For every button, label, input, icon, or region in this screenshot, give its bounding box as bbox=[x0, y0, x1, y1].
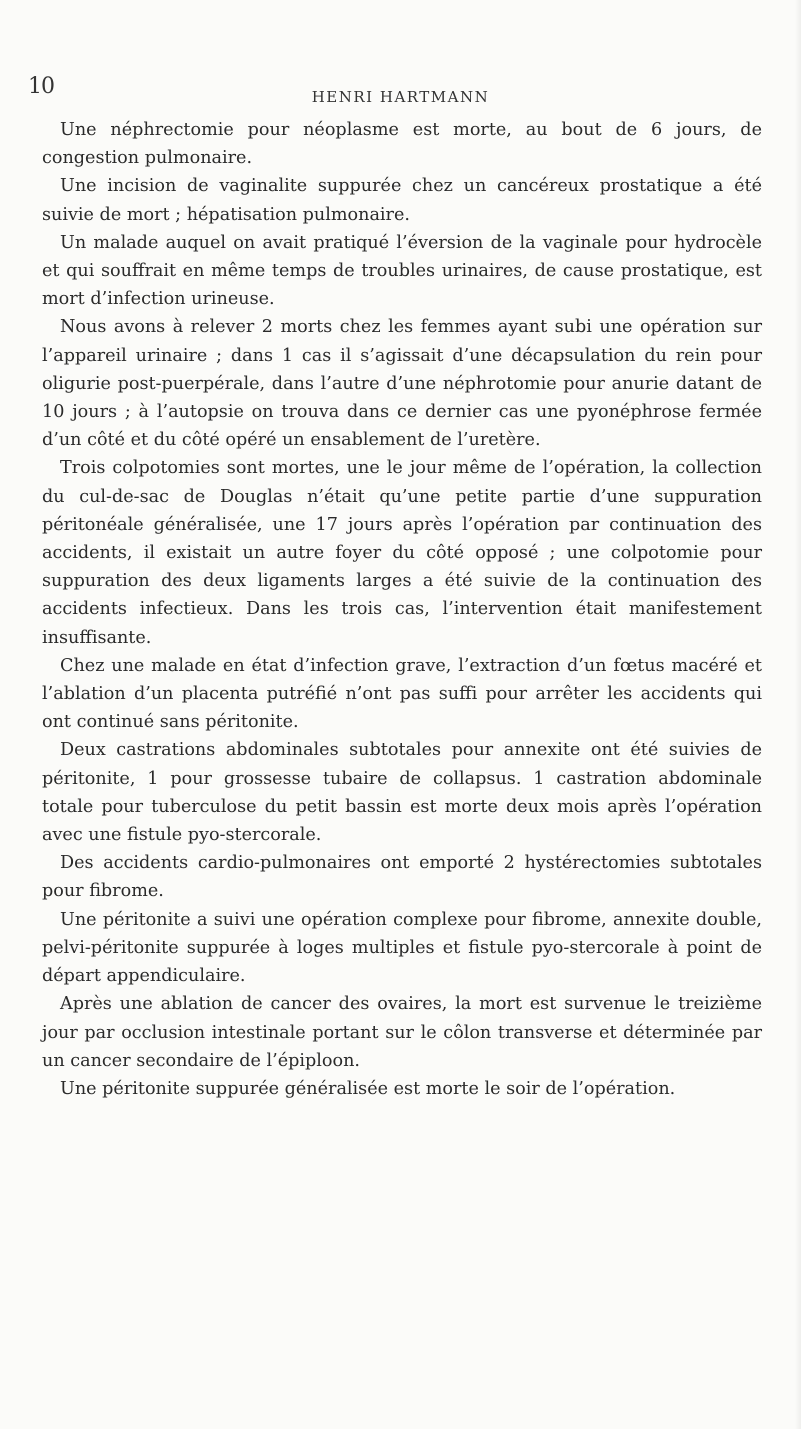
page-number: 10 bbox=[28, 74, 54, 99]
paragraph-appareil-urinaire: Nous avons à relever 2 morts chez les femmes ayant subi une opération sur l’appareil urinaire ; dans 1 cas il s’agissait d’une décapsulation du rein pour oligurie post-puerpérale, dans l’autre d’une néphrotomie pour anurie datant de 10 jours ; à l’autopsie on trouva dans ce dernier cas une pyonéphrose fermée d’un côté et du côté opéré un ensablement de l’uretère. bbox=[42, 317, 762, 451]
body-text bbox=[42, 116, 762, 1103]
paragraph-colpotomies: Trois colpotomies sont mortes, une le jour même de l’opération, la collection du cul-de-sac de Douglas n’était qu’une petite partie d’une suppuration péritonéale généralisée, une 17 jours après l’opération par continuation des accidents, il existait un autre foyer du côté opposé ; une colpotomie pour suppuration des deux ligaments larges a été suivie de la continuation des accidents infectieux. Dans les trois cas, l’intervention était manifestement insuffisante. bbox=[42, 458, 762, 648]
paragraph-eversion-vaginale: Un malade auquel on avait pratiqué l’éversion de la vaginale pour hydrocèle et qui souffrait en même temps de troubles urinaires, de cause prostatique, est mort d’infection urineuse. bbox=[42, 232, 762, 310]
paragraph-fibrome-annexite: Une péritonite a suivi une opération complexe pour fibrome, annexite double, pelvi-péritonite suppurée à loges multiples et fistule pyo-stercorale à point de départ appendiculaire. bbox=[42, 909, 762, 987]
running-title: HENRI HARTMANN bbox=[311, 88, 490, 106]
paragraph-hysterectomies: Des accidents cardio-pulmonaires ont emporté 2 hystérectomies subtotales pour fibrome. bbox=[42, 853, 762, 902]
paragraph-castrations: Deux castrations abdominales subtotales pour annexite ont été suivies de péritonite, 1 pour grossesse tubaire de collapsus. 1 castration abdominale totale pour tuberculose du petit bassin est morte deux mois après l’opération avec une fistule pyo-stercorale. bbox=[42, 740, 762, 846]
paragraph-nephrectomie: Une néphrectomie pour néoplasme est morte, au bout de 6 jours, de congestion pulmonaire. bbox=[42, 120, 762, 169]
paragraph-peritonite-suppuree: Une péritonite suppurée généralisée est morte le soir de l’opération. bbox=[60, 1078, 676, 1099]
paragraph-vaginalite: Une incision de vaginalite suppurée chez un cancéreux prostatique a été suivie de mort ; hépatisation pulmonaire. bbox=[42, 176, 762, 225]
paragraph-foetus-macere: Chez une malade en état d’infection grave, l’extraction d’un fœtus macéré et l’ablation d’un placenta putréfié n’ont pas suffi pour arrêter les accidents qui ont continué sans péritonite. bbox=[42, 655, 762, 733]
page-edge-shadow bbox=[795, 0, 801, 1429]
paragraph-cancer-ovaires: Après une ablation de cancer des ovaires, la mort est survenue le treizième jour par occlusion intestinale portant sur le côlon transverse et déterminée par un cancer secondaire de l’épiploon. bbox=[42, 994, 762, 1071]
